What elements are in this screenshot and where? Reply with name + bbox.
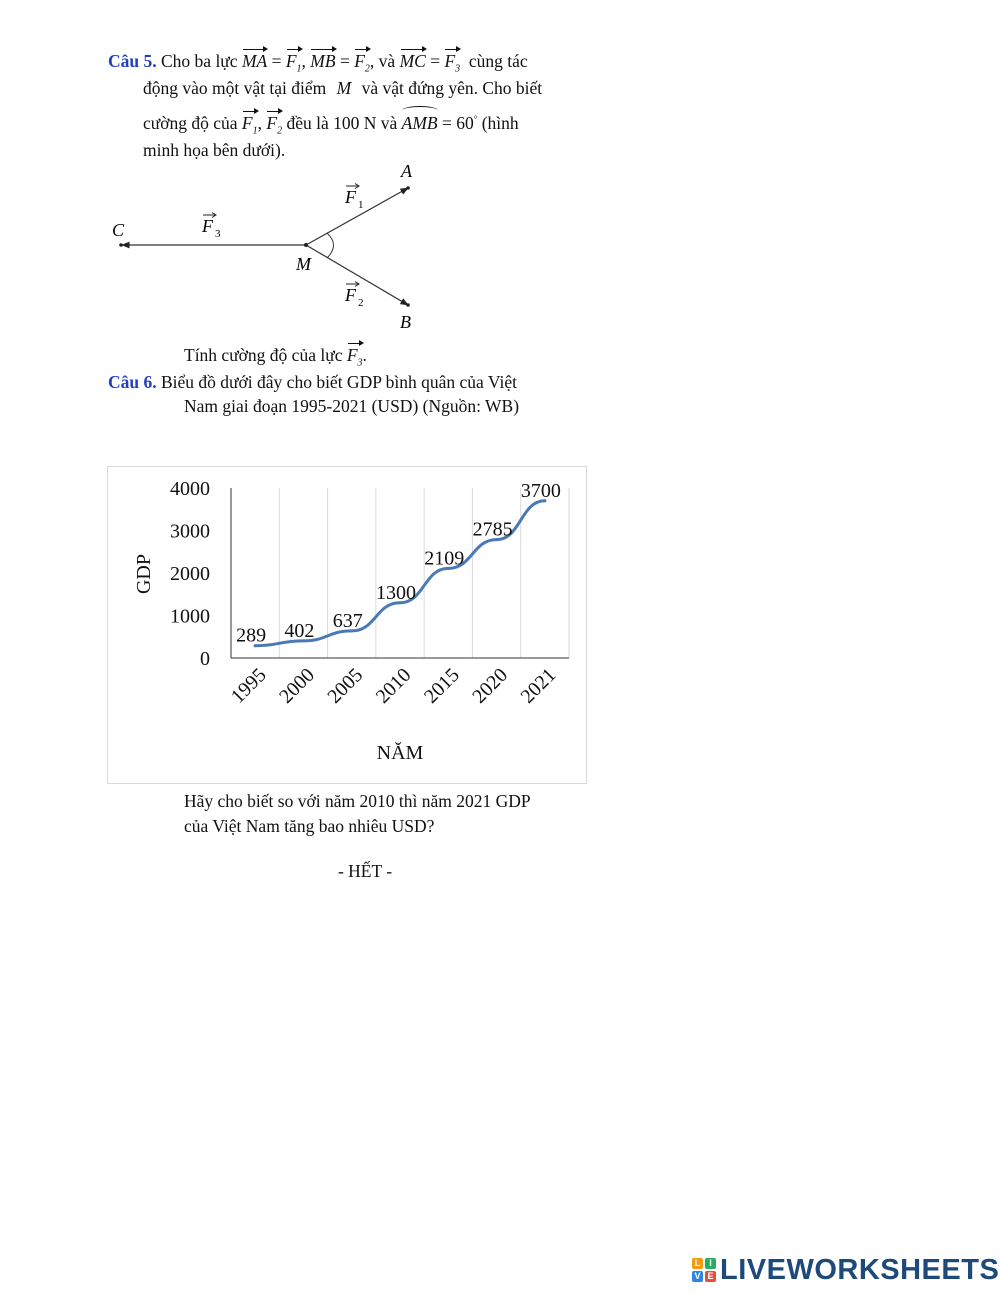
q5-line-3-c: (hình: [481, 112, 519, 133]
q5-text-1: Cho ba lực: [161, 51, 238, 71]
x-axis-title: NĂM: [376, 742, 424, 764]
comma: ,: [257, 112, 262, 133]
q6-ask-1: Hãy cho biết so với năm 2010 thì năm 2021 GDP: [184, 791, 531, 811]
q5-ask: [184, 341, 367, 375]
comma: ,: [301, 51, 306, 71]
vector-F1: [286, 47, 302, 81]
point-C-dot: [119, 243, 123, 247]
vector-MC: MC: [400, 47, 426, 72]
label-F1-letter: F: [345, 187, 356, 207]
vector-F3-letter: F: [444, 51, 456, 71]
logo-tile: I: [705, 1258, 716, 1269]
q5-line-3-b: đều là 100 N và: [286, 112, 398, 133]
vector-F3-letter: F: [346, 345, 358, 365]
logo-tile: L: [692, 1258, 703, 1269]
vector-F1-inline: [242, 109, 258, 143]
equals-sign: =: [339, 51, 350, 71]
vector-F1-sub: 1: [252, 125, 258, 137]
x-tick-label: 2010: [371, 663, 416, 708]
y-axis-title: GDP: [133, 553, 155, 595]
label-F3-sub: 3: [215, 228, 221, 240]
force-diagram: [108, 160, 428, 335]
vector-F3-sub: 3: [455, 63, 461, 75]
label-C: C: [112, 220, 125, 240]
y-tick-label: 4000: [170, 478, 210, 500]
label-M: M: [296, 254, 311, 274]
data-label: 637: [332, 609, 363, 632]
brand-name: LIVEWORKSHEETS: [720, 1253, 1000, 1286]
vector-F2-letter: F: [354, 51, 365, 71]
data-label: 3700: [520, 479, 561, 502]
q6-ask-2: của Việt Nam tăng bao nhiêu USD?: [184, 816, 435, 836]
x-tick-label: 2021: [516, 663, 561, 708]
q5-line-2: [143, 77, 542, 99]
logo-tile: E: [705, 1271, 716, 1282]
label-A: A: [401, 161, 412, 181]
data-label: 2109: [424, 547, 465, 570]
vector-F2-letter: F: [266, 112, 278, 133]
q5-ask-text: Tính cường độ của lực: [184, 345, 343, 365]
x-tick-label: 2015: [419, 663, 464, 708]
point-M-text: M: [336, 78, 352, 98]
label-F2-letter: F: [345, 285, 356, 305]
y-tick-label: 0: [200, 648, 210, 670]
x-tick-label: 2005: [323, 663, 368, 708]
data-label: 1300: [376, 581, 416, 604]
q5-line-4: minh họa bên dưới).: [143, 140, 286, 160]
q5-line-3: [143, 108, 519, 142]
label-F3-letter: F: [202, 216, 213, 236]
liveworksheets-logo: [692, 1253, 999, 1287]
data-label: 2785: [472, 518, 513, 541]
vector-F3: [444, 47, 460, 81]
label-F3: [201, 213, 221, 241]
vector-F3-ask: [347, 341, 363, 375]
vector-F2: [354, 47, 370, 81]
q6-label: Câu 6.: [108, 372, 157, 392]
force-line-F2: [306, 245, 408, 305]
logo-mark-icon: [692, 1258, 716, 1282]
vector-F2-inline: [266, 109, 282, 143]
x-tick-label: 2020: [468, 663, 513, 708]
equals-sign: =: [430, 51, 441, 71]
angle-value: = 60: [441, 112, 474, 133]
data-label: 402: [284, 619, 315, 642]
q5-line-2-a: động vào một vật tại điểm: [143, 78, 327, 98]
y-tick-label: 1000: [170, 605, 210, 628]
vector-F2-sub: 2: [364, 63, 370, 75]
q6-line-2: Nam giai đoạn 1995-2021 (USD) (Nguồn: WB): [184, 396, 520, 416]
angle-AMB: AMB: [402, 109, 438, 134]
period: .: [362, 345, 367, 365]
label-F2-sub: 2: [358, 297, 364, 309]
vector-F3-sub: 3: [357, 357, 363, 369]
equals-sign: =: [271, 51, 282, 71]
q5-label: Câu 5.: [108, 51, 157, 71]
vector-F2-sub: 2: [277, 125, 283, 137]
point-M-dot: [304, 243, 308, 247]
label-B: B: [400, 312, 411, 332]
conjunction-and: , và: [369, 51, 396, 71]
point-A-dot: [406, 186, 410, 190]
q5-line-1: [108, 47, 528, 81]
q5-text-2: cùng tác: [468, 51, 528, 71]
gdp-chart-svg: [108, 467, 586, 783]
label-F1: [344, 184, 364, 212]
point-B-dot: [406, 303, 410, 307]
label-F2: [344, 282, 364, 310]
logo-tile: V: [692, 1271, 703, 1282]
force-line-F1: [306, 188, 408, 245]
vector-F1-sub: 1: [296, 63, 302, 75]
vector-MA: MA: [242, 47, 267, 72]
q6-line-1: [108, 371, 517, 393]
degree-sign: °: [473, 114, 478, 124]
x-tick-label: 1995: [226, 663, 271, 708]
q5-line-3-a: cường độ của: [143, 112, 238, 133]
data-label: 289: [236, 624, 267, 647]
gdp-chart: [107, 466, 587, 784]
q6-line-1-text: Biểu đồ dưới đây cho biết GDP bình quân của Việt: [161, 372, 517, 392]
vector-F1-letter: F: [285, 51, 297, 71]
vector-MB: MB: [310, 47, 335, 72]
vector-F1-letter: F: [241, 112, 253, 133]
label-F1-sub: 1: [358, 199, 364, 211]
end-mark: - HẾT -: [337, 861, 393, 881]
y-tick-label: 3000: [170, 520, 210, 543]
y-tick-label: 2000: [170, 563, 210, 585]
angle-arc: [327, 233, 334, 258]
x-tick-label: 2000: [275, 663, 319, 708]
q5-line-2-b: và vật đứng yên. Cho biết: [361, 78, 543, 98]
